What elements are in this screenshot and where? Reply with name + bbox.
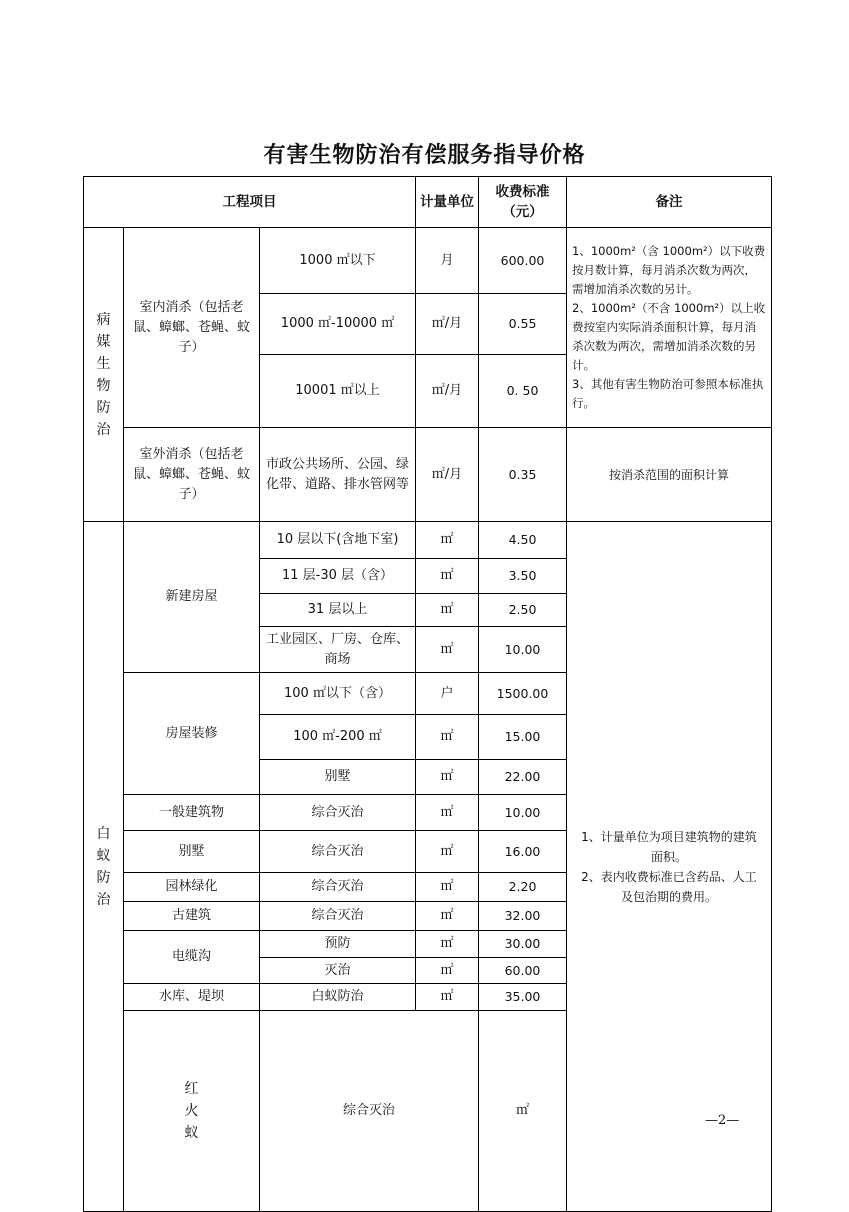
item-cell: 别墅	[260, 760, 416, 795]
category-cell: 园林绿化	[124, 873, 260, 902]
unit-cell: ㎡/月	[416, 294, 479, 355]
price-cell: 0.55	[479, 294, 567, 355]
category-cell: 水库、堤坝	[124, 984, 260, 1011]
price-cell: 4.50	[479, 522, 567, 559]
price-cell: 15.00	[479, 715, 567, 760]
unit-cell: ㎡	[416, 795, 479, 831]
unit-cell: ㎡	[416, 627, 479, 673]
unit-cell: ㎡	[479, 1011, 567, 1212]
table-row	[84, 522, 772, 559]
termite-remarks: 1、计量单位为项目建筑物的建筑面积。 2、表内收费标准已含药品、人工及包治期的费用。	[567, 522, 772, 1212]
header-fee: 收费标准（元）	[479, 177, 567, 228]
unit-cell: ㎡	[416, 902, 479, 931]
price-cell: 22.00	[479, 760, 567, 795]
item-cell: 1000 ㎡以下	[260, 228, 416, 294]
price-cell: 32.00	[479, 902, 567, 931]
item-cell: 综合灭治	[260, 831, 416, 873]
section3-name: 红 火 蚁	[124, 1011, 260, 1212]
indoor-remarks: 1、1000m²（含 1000m²）以下收费按月数计算，每月消杀次数为两次，需增加消杀次数的另计。 2、1000m²（不含 1000m²）以上收费按室内实际消杀面积计算，每月消杀次数为两次，需增加消杀次数的另计。 3、其他有害生物防治可参照本标准执行。	[567, 228, 772, 428]
new-house-label: 新建房屋	[124, 522, 260, 673]
page-title: 有害生物防治有偿服务指导价格	[263, 142, 586, 168]
item-cell: 100 ㎡-200 ㎡	[260, 715, 416, 760]
price-cell: 10.00	[479, 627, 567, 673]
unit-cell: ㎡	[416, 873, 479, 902]
item-cell: 11 层-30 层（含）	[260, 559, 416, 594]
price-cell: 2.50	[479, 594, 567, 627]
section1-name: 病 媒 生 物 防 治	[84, 228, 124, 522]
unit-cell: ㎡	[416, 831, 479, 873]
item-cell: 31 层以上	[260, 594, 416, 627]
item-cell: 白蚁防治	[260, 984, 416, 1011]
header-unit: 计量单位	[416, 177, 479, 228]
item-cell: 100 ㎡以下（含）	[260, 673, 416, 715]
header-remark: 备注	[567, 177, 772, 228]
price-cell: 2.20	[479, 873, 567, 902]
unit-cell: 月	[416, 228, 479, 294]
price-cell: 16.00	[479, 831, 567, 873]
table-row	[84, 428, 772, 522]
decoration-label: 房屋装修	[124, 673, 260, 795]
item-cell: 灭治	[260, 958, 416, 984]
cable-label: 电缆沟	[124, 931, 260, 984]
item-cell: 10001 ㎡以上	[260, 355, 416, 428]
price-cell: 600.00	[479, 228, 567, 294]
unit-cell: ㎡	[416, 594, 479, 627]
unit-cell: ㎡/月	[416, 428, 479, 522]
unit-cell: ㎡	[416, 984, 479, 1011]
item-cell: 1000 ㎡-10000 ㎡	[260, 294, 416, 355]
unit-cell: ㎡	[416, 760, 479, 795]
unit-cell: ㎡/月	[416, 355, 479, 428]
item-cell: 综合灭治	[260, 873, 416, 902]
outdoor-remark: 按消杀范围的面积计算	[567, 428, 772, 522]
unit-cell: ㎡	[416, 559, 479, 594]
price-cell: 60.00	[479, 958, 567, 984]
page-number: —2—	[705, 1113, 740, 1128]
outdoor-label: 室外消杀（包括老鼠、蟑螂、苍蝇、蚊子）	[124, 428, 260, 522]
table-header-row	[84, 177, 772, 228]
price-cell: 0. 50	[479, 355, 567, 428]
price-cell: 10.00	[479, 795, 567, 831]
header-project: 工程项目	[84, 177, 416, 228]
price-cell: 35.00	[479, 984, 567, 1011]
price-table	[83, 176, 772, 1212]
unit-cell: ㎡	[416, 715, 479, 760]
price-cell: 3.50	[479, 559, 567, 594]
indoor-label: 室内消杀（包括老鼠、蟑螂、苍蝇、蚊子）	[124, 228, 260, 428]
item-cell: 综合灭治	[260, 902, 416, 931]
category-cell: 别墅	[124, 831, 260, 873]
unit-cell: ㎡	[416, 931, 479, 958]
category-cell: 古建筑	[124, 902, 260, 931]
unit-cell: 户	[416, 673, 479, 715]
category-cell: 一般建筑物	[124, 795, 260, 831]
price-cell: 30.00	[479, 931, 567, 958]
item-cell: 综合灭治	[260, 1011, 479, 1212]
table-row	[84, 228, 772, 294]
section2-name: 白 蚁 防 治	[84, 522, 124, 1212]
item-cell: 市政公共场所、公园、绿化带、道路、排水管网等	[260, 428, 416, 522]
price-cell: 0.35	[479, 428, 567, 522]
item-cell: 综合灭治	[260, 795, 416, 831]
item-cell: 工业园区、厂房、仓库、商场	[260, 627, 416, 673]
item-cell: 预防	[260, 931, 416, 958]
price-cell: 1500.00	[479, 673, 567, 715]
unit-cell: ㎡	[416, 522, 479, 559]
item-cell: 10 层以下(含地下室)	[260, 522, 416, 559]
unit-cell: ㎡	[416, 958, 479, 984]
